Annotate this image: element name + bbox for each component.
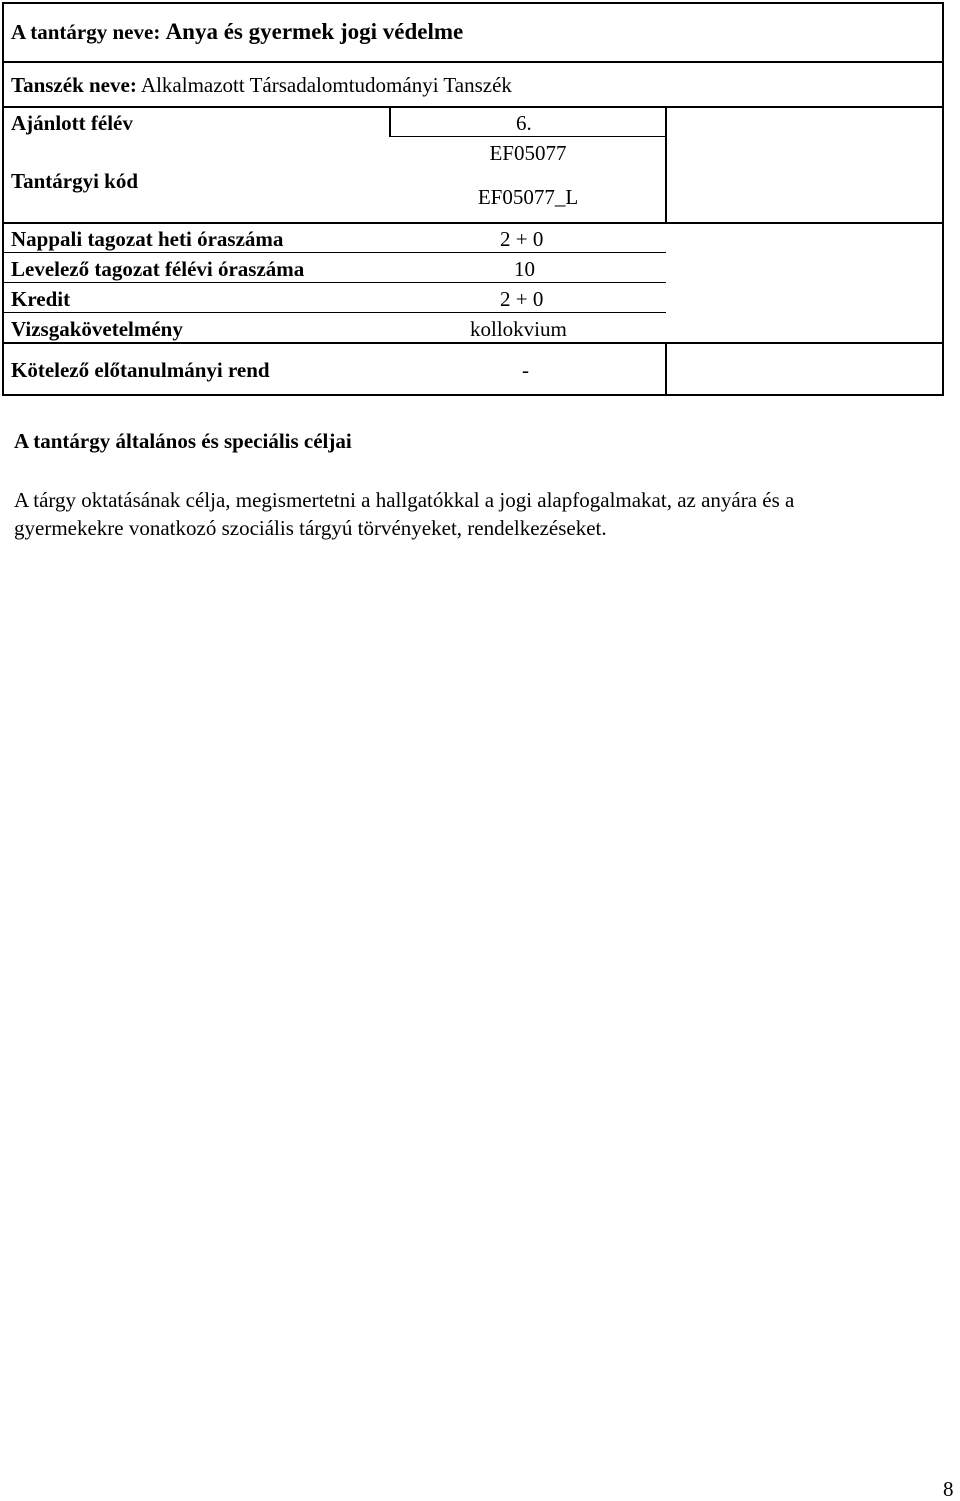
- course-code-label: Tantárgyi kód: [11, 169, 139, 193]
- row-divider: [2, 252, 666, 253]
- page-number: 8: [943, 1477, 954, 1501]
- course-code-day: EF05077: [489, 141, 567, 165]
- goals-text-line-1: A tárgy oktatásának célja, megismertetni a hallgatókkal a jogi alapfogalmakat, az anyára és a: [14, 488, 795, 512]
- row-divider: [2, 61, 944, 63]
- subject-label: A tantárgy neve:: [11, 20, 161, 44]
- row-divider: [2, 222, 944, 224]
- credit-label: Kredit: [11, 287, 71, 311]
- subject-row: [11, 20, 463, 44]
- prerequisite-label: Kötelező előtanulmányi rend: [11, 358, 270, 382]
- semester-label: Ajánlott félév: [11, 111, 133, 135]
- course-code-correspondence: EF05077_L: [477, 185, 579, 209]
- exam-value: kollokvium: [470, 317, 567, 341]
- department-label: Tanszék neve:: [11, 73, 137, 97]
- prerequisite-value: -: [522, 358, 529, 382]
- column-divider: [665, 106, 667, 224]
- row-divider: [2, 312, 666, 313]
- column-divider: [665, 342, 667, 396]
- row-divider: [390, 136, 666, 137]
- correspondence-hours-label: Levelező tagozat félévi óraszáma: [11, 257, 305, 281]
- credit-value: 2 + 0: [500, 287, 544, 311]
- table-border-bottom: [2, 394, 944, 396]
- goals-heading: A tantárgy általános és speciális céljai: [14, 429, 352, 453]
- column-divider: [389, 106, 391, 137]
- subject-name: Anya és gyermek jogi védelme: [165, 19, 464, 44]
- department-row: [11, 73, 512, 97]
- daytime-hours-label: Nappali tagozat heti óraszáma: [11, 227, 284, 251]
- correspondence-hours-value: 10: [514, 257, 535, 281]
- daytime-hours-value: 2 + 0: [500, 227, 544, 251]
- row-divider: [2, 342, 944, 344]
- semester-value: 6.: [516, 111, 532, 135]
- row-divider: [2, 106, 944, 108]
- goals-text-line-2: gyermekekre vonatkozó szociális tárgyú törvényeket, rendelkezéseket.: [14, 516, 607, 540]
- table-border-top: [2, 2, 944, 4]
- exam-label: Vizsgakövetelmény: [11, 317, 183, 341]
- row-divider: [2, 282, 666, 283]
- department-name: Alkalmazott Társadalomtudományi Tanszék: [140, 73, 512, 97]
